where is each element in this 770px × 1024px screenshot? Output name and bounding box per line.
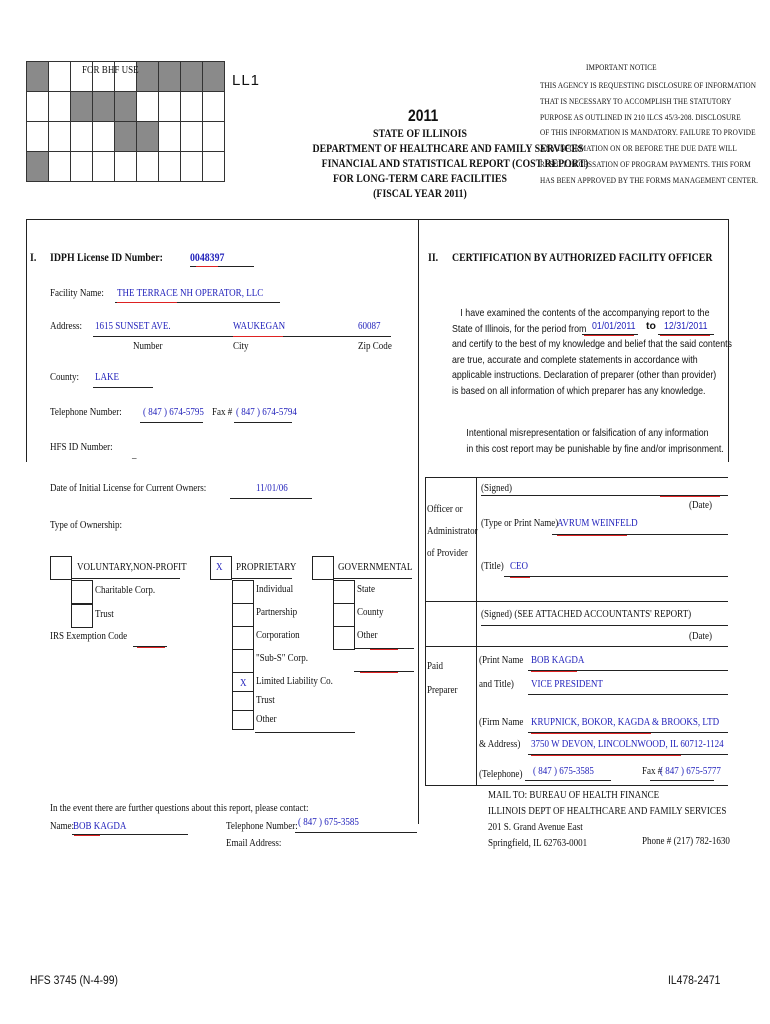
mail-line: MAIL TO: BUREAU OF HEALTH FINANCE [488, 789, 660, 801]
initial-license-label: Date of Initial License for Current Owners: [50, 482, 207, 494]
notice-line: RESULT IN CESSATION OF PROGRAM PAYMENTS. THIS FORM [540, 158, 751, 169]
spell-mark [370, 649, 398, 650]
certification-title: CERTIFICATION BY AUTHORIZED FACILITY OFFICER [452, 250, 713, 264]
bhf-grid-cell [115, 92, 137, 122]
notice-line: ANY INFORMATION ON OR BEFORE THE DUE DATE WILL [540, 143, 737, 154]
bhf-grid-cell [159, 152, 181, 182]
officer-label-2: Administrator [427, 525, 478, 537]
title-value[interactable]: CEO [510, 560, 529, 572]
bhf-grid-cell [27, 122, 49, 152]
form-title-block [300, 126, 589, 201]
contact-intro: In the event there are further questions about this report, please contact: [50, 802, 309, 814]
spell-mark [233, 336, 283, 337]
officer-labels [427, 498, 478, 564]
notice-line: PURPOSE AS OUTLINED IN 210 ILCS 45/3-208. DISCLOSURE [540, 111, 741, 122]
notice-title: IMPORTANT NOTICE [586, 62, 657, 72]
notice-line: THIS AGENCY IS REQUESTING DISCLOSURE OF INFORMATION [540, 80, 757, 90]
fax-underline [234, 422, 292, 423]
proprietary-item-label: Individual [256, 583, 294, 595]
license-label: IDPH License ID Number: [50, 250, 163, 264]
bhf-grid-cell [159, 62, 181, 92]
section-divider [26, 219, 728, 220]
footer-form-id: HFS 3745 (N-4-99) [30, 975, 119, 987]
contact-name-label: Name: [50, 820, 75, 832]
preparer-signature-line[interactable] [481, 625, 728, 626]
period-to[interactable]: 12/31/2011 [664, 320, 708, 332]
spell-mark [557, 535, 627, 536]
spell-mark [531, 733, 651, 734]
governmental-checkbox[interactable] [312, 556, 334, 580]
title-line-5: (FISCAL YEAR 2011) [373, 186, 467, 200]
firm-name-label: (Firm Name [479, 716, 524, 728]
spell-mark [137, 647, 165, 648]
preparer-date-line [425, 646, 728, 647]
llc-mark: X [240, 677, 247, 689]
bhf-grid-cell [159, 122, 181, 152]
officer-date-label: (Date) [689, 499, 713, 511]
spell-mark [531, 755, 681, 756]
governmental-item-checkbox[interactable] [333, 603, 355, 627]
cert-line: and certify to the best of my knowledge and belief that the said contents [452, 338, 732, 350]
officer-left-line [425, 477, 426, 601]
preparer-date-label: (Date) [689, 630, 713, 642]
warning-line: in this cost report may be punishable by fine and/or imprisonment. [466, 442, 724, 455]
county-underline [93, 387, 153, 388]
bhf-grid-cell [49, 122, 71, 152]
notice-line: OF THIS INFORMATION IS MANDATORY. FAILURE TO PROVIDE [540, 127, 756, 138]
city-value[interactable]: WAUKEGAN [233, 320, 286, 332]
print-name-value[interactable]: AVRUM WEINFELD [557, 517, 638, 529]
preparer-bottom-line [425, 785, 728, 786]
nonprofit-title: VOLUNTARY,NON-PROFIT [77, 561, 187, 573]
proprietary-item-label: "Sub-S" Corp. [256, 652, 308, 664]
warning-text [448, 426, 724, 457]
bhf-grid-cell [49, 152, 71, 182]
officer-signed-label: (Signed) [481, 482, 513, 494]
initial-license-underline [230, 498, 312, 499]
print-name-label: (Type or Print Name) [481, 517, 559, 529]
bhf-grid-cell [71, 152, 93, 182]
city-caption: City [233, 340, 249, 352]
bhf-grid-row [27, 92, 225, 122]
bhf-grid-cell [137, 122, 159, 152]
bhf-grid-cell [49, 62, 71, 92]
frame-left [26, 219, 27, 462]
county-label: County: [50, 371, 80, 383]
mail-line: ILLINOIS DEPT OF HEALTHCARE AND FAMILY SERVICES [488, 805, 727, 817]
trust-label: Trust [95, 608, 114, 620]
facility-label: Facility Name: [50, 287, 104, 299]
officer-label-3: of Provider [427, 547, 468, 559]
hfs-value[interactable]: _ [132, 448, 137, 460]
title-line-4: FOR LONG-TERM CARE FACILITIES [333, 171, 507, 185]
email-label: Email Address: [226, 837, 282, 849]
preparer-label: Preparer [427, 684, 458, 696]
bhf-grid-cell [27, 152, 49, 182]
title-underline [504, 576, 728, 577]
ownership-label: Type of Ownership: [50, 519, 123, 531]
preparer-title-value[interactable]: VICE PRESIDENT [531, 678, 603, 690]
hfs-label: HFS ID Number: [50, 441, 113, 453]
proprietary-item-label: Limited Liability Co. [256, 675, 333, 687]
title-line-1: STATE OF ILLINOIS [373, 126, 467, 140]
facility-value[interactable]: THE TERRACE NH OPERATOR, LLC [117, 287, 264, 299]
license-value[interactable]: 0048397 [190, 250, 225, 264]
firm-address-value[interactable]: 3750 W DEVON, LINCOLNWOOD, IL 60712-1124 [531, 738, 724, 750]
officer-label-1: Officer or [427, 503, 463, 515]
preparer-left-line [425, 601, 426, 785]
initial-license-value[interactable]: 11/01/06 [256, 482, 288, 494]
proprietary-item-checkbox[interactable] [232, 691, 254, 711]
frame-middle [418, 219, 419, 824]
bhf-grid-cell [181, 92, 203, 122]
proprietary-underline [232, 578, 292, 579]
contact-phone-label: Telephone Number: [226, 820, 298, 832]
phone-value[interactable]: ( 847 ) 674-5795 [143, 406, 204, 418]
cert-period-text: State of Illinois, for the period from [452, 322, 587, 335]
mail-line: 201 S. Grand Avenue East [488, 821, 583, 833]
notice-line: HAS BEEN APPROVED BY THE FORMS MANAGEMENT CENTER. [540, 174, 758, 185]
telephone-underline [525, 780, 611, 781]
cert-line: I have examined the contents of the accompanying report to the [460, 307, 710, 319]
proprietary-item-checkbox[interactable] [232, 580, 254, 604]
bhf-grid-cell [137, 92, 159, 122]
bhf-grid-cell [137, 62, 159, 92]
spell-mark [74, 835, 100, 836]
form-year: 2011 [408, 106, 439, 125]
telephone-value[interactable]: ( 847 ) 675-3585 [533, 765, 594, 777]
governmental-item-label: State [357, 583, 376, 595]
telephone-label: (Telephone) [479, 768, 523, 780]
street-value[interactable]: 1615 SUNSET AVE. [95, 320, 171, 332]
notice-body [540, 78, 770, 189]
proprietary-item-checkbox[interactable] [232, 603, 254, 627]
paid-labels [427, 654, 458, 702]
spell-mark [360, 672, 398, 673]
trust-checkbox[interactable] [71, 604, 93, 628]
title-line-3: FINANCIAL AND STATISTICAL REPORT (COST REPORT) [321, 156, 589, 170]
section-2-roman: II. [428, 250, 439, 264]
fax-value[interactable]: ( 847 ) 674-5794 [236, 406, 297, 418]
fax2-value[interactable]: ( 847 ) 675-5777 [660, 765, 721, 777]
bhf-grid-cell [27, 62, 49, 92]
proprietary-mark: X [216, 561, 223, 573]
bhf-grid-cell [181, 122, 203, 152]
proprietary-item-label: Corporation [256, 629, 300, 641]
contact-phone-underline [295, 832, 417, 833]
officer-bottom-line [425, 601, 728, 602]
bhf-grid-cell [93, 92, 115, 122]
bhf-grid-row [27, 122, 225, 152]
preparer-name-value[interactable]: BOB KAGDA [531, 654, 585, 666]
preparer-signed-label: (Signed) (SEE ATTACHED ACCOUNTANTS' REPORT) [481, 608, 692, 620]
firm-name-value[interactable]: KRUPNICK, BOKOR, KAGDA & BROOKS, LTD [531, 716, 720, 728]
spell-mark [531, 671, 577, 672]
bhf-grid-cell [181, 62, 203, 92]
number-caption: Number [133, 340, 163, 352]
form-code: LL1 [232, 72, 261, 89]
proprietary-item-label: Other [256, 713, 277, 725]
contact-name-value[interactable]: BOB KAGDA [73, 820, 127, 832]
proprietary-item-label: Trust [256, 694, 275, 706]
proprietary-item-checkbox[interactable] [232, 649, 254, 673]
cert-line: applicable instructions. Declaration of preparer (other than provider) [452, 369, 717, 381]
preparer-divider [476, 601, 477, 785]
county-value[interactable]: LAKE [95, 371, 120, 383]
bhf-grid-cell [159, 92, 181, 122]
bhf-grid-cell [203, 122, 225, 152]
phone-underline [140, 422, 203, 423]
bhf-grid-cell [203, 152, 225, 182]
bhf-grid-cell [27, 92, 49, 122]
bhf-use-grid [26, 61, 225, 182]
mail-phone: Phone # (217) 782-1630 [642, 835, 730, 847]
zip-value[interactable]: 60087 [358, 320, 381, 332]
paid-label: Paid [427, 660, 444, 672]
bhf-grid-cell [115, 122, 137, 152]
bhf-grid-cell [203, 92, 225, 122]
charitable-checkbox[interactable] [71, 580, 93, 604]
proprietary-item-checkbox[interactable] [232, 710, 254, 730]
contact-phone-value[interactable]: ( 847 ) 675-3585 [298, 816, 359, 828]
bhf-grid-cell [49, 92, 71, 122]
governmental-item-checkbox[interactable] [333, 626, 355, 650]
preparer-title-underline [528, 694, 728, 695]
proprietary-item-label: Partnership [256, 606, 298, 618]
governmental-underline [334, 578, 412, 579]
bhf-grid-cell [137, 152, 159, 182]
period-to-word: to [646, 320, 656, 332]
irs-label: IRS Exemption Code [50, 630, 128, 642]
cert-line: are true, accurate and complete statements in accordance with [452, 353, 698, 366]
phone-label: Telephone Number: [50, 406, 122, 418]
firm-address-label: & Address) [479, 738, 521, 750]
bhf-grid-cell [181, 152, 203, 182]
fax2-underline [650, 780, 714, 781]
governmental-item-checkbox[interactable] [333, 580, 355, 604]
bhf-grid-cell [115, 152, 137, 182]
fax2-label: Fax # [642, 765, 663, 777]
nonprofit-checkbox[interactable] [50, 556, 72, 580]
governmental-item-label: County [357, 606, 384, 618]
print-name2-label: (Print Name [479, 654, 524, 666]
spell-mark [660, 335, 710, 336]
title-line-2: DEPARTMENT OF HEALTHCARE AND FAMILY SERVICES [312, 141, 584, 155]
spell-mark [584, 335, 634, 336]
bhf-grid-row [27, 152, 225, 182]
bhf-grid-cell [203, 62, 225, 92]
mail-line: Springfield, IL 62763-0001 [488, 837, 588, 849]
bhf-grid-cell [71, 122, 93, 152]
nonprofit-underline [72, 578, 180, 579]
proprietary-title: PROPRIETARY [236, 561, 297, 573]
spell-mark [510, 577, 530, 578]
officer-top-line [425, 477, 728, 478]
and-title-label: and Title) [479, 678, 514, 690]
section-1-roman: I. [30, 250, 37, 264]
title-label: (Title) [481, 560, 504, 572]
zip-caption: Zip Code [358, 340, 392, 352]
bhf-grid-cell [71, 92, 93, 122]
notice-line: THAT IS NECESSARY TO ACCOMPLISH THE STATUTORY [540, 95, 732, 106]
footer-doc-id: IL478-2471 [668, 975, 721, 987]
governmental-title: GOVERNMENTAL [338, 561, 413, 573]
bhf-use-label: FOR BHF USE [82, 64, 139, 76]
other-underline [255, 732, 355, 733]
charitable-label: Charitable Corp. [95, 584, 156, 596]
proprietary-item-checkbox[interactable] [232, 626, 254, 650]
bhf-grid-cell [93, 152, 115, 182]
spell-mark [660, 496, 720, 497]
governmental-item-label: Other [357, 629, 378, 641]
spell-mark [117, 302, 177, 303]
warning-line: Intentional misrepresentation or falsification of any information [466, 427, 709, 439]
address-label: Address: [50, 320, 83, 332]
spell-mark [196, 266, 218, 267]
cert-line: is based on all information of which preparer has any knowledge. [452, 384, 706, 397]
period-from[interactable]: 01/01/2011 [592, 320, 636, 332]
bhf-grid-cell [93, 122, 115, 152]
fax-label: Fax # [212, 406, 233, 418]
